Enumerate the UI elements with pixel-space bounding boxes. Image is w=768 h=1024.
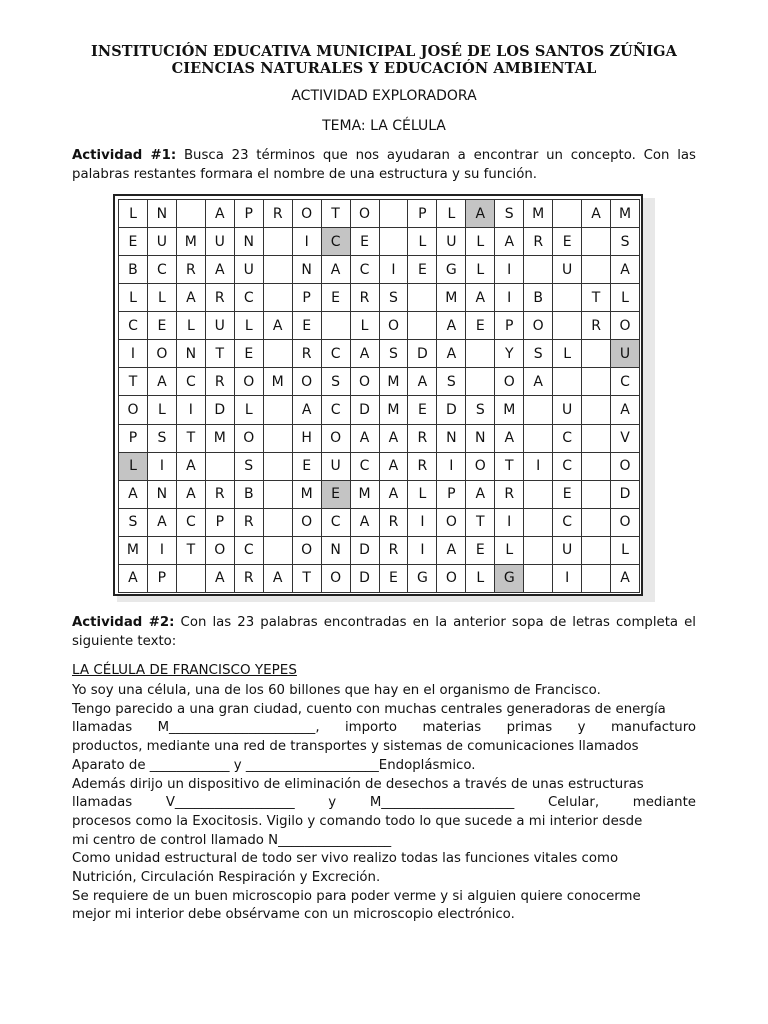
story-line: procesos como la Exocitosis. Vigilo y comando todo lo que sucede a mi interior desde bbox=[72, 813, 643, 829]
grid-cell: M bbox=[293, 481, 322, 509]
grid-cell: O bbox=[437, 565, 466, 593]
grid-cell: L bbox=[177, 312, 206, 340]
grid-cell bbox=[582, 565, 611, 593]
grid-cell bbox=[524, 481, 553, 509]
grid-cell: A bbox=[524, 368, 553, 396]
grid-cell: A bbox=[351, 340, 380, 368]
grid-cell: C bbox=[235, 284, 264, 312]
grid-cell: O bbox=[235, 368, 264, 396]
grid-cell: L bbox=[148, 284, 177, 312]
grid-cell: A bbox=[177, 453, 206, 481]
grid-cell: I bbox=[177, 396, 206, 424]
grid-cell: S bbox=[495, 200, 524, 228]
grid-cell bbox=[177, 565, 206, 593]
grid-cell: T bbox=[119, 368, 148, 396]
grid-cell bbox=[524, 509, 553, 537]
grid-cell bbox=[582, 481, 611, 509]
grid-cell: U bbox=[611, 340, 640, 368]
grid-cell: T bbox=[206, 340, 235, 368]
grid-cell: U bbox=[235, 256, 264, 284]
grid-cell bbox=[582, 368, 611, 396]
grid-cell: L bbox=[466, 228, 495, 256]
grid-cell: O bbox=[466, 453, 495, 481]
grid-cell bbox=[380, 200, 409, 228]
grid-cell: D bbox=[611, 481, 640, 509]
grid-cell: R bbox=[235, 509, 264, 537]
grid-cell: M bbox=[380, 396, 409, 424]
grid-cell: O bbox=[380, 312, 409, 340]
grid-cell: D bbox=[408, 340, 437, 368]
grid-cell: G bbox=[495, 565, 524, 593]
blank-membrane: M____________________ bbox=[369, 795, 515, 811]
grid-cell: D bbox=[206, 396, 235, 424]
subject-name: CIENCIAS NATURALES Y EDUCACIÓN AMBIENTAL bbox=[171, 60, 597, 77]
grid-cell: P bbox=[437, 481, 466, 509]
grid-cell bbox=[264, 228, 293, 256]
grid-cell: O bbox=[524, 312, 553, 340]
grid-cell: E bbox=[553, 228, 582, 256]
grid-cell: A bbox=[611, 396, 640, 424]
grid-cell: S bbox=[380, 340, 409, 368]
grid-cell bbox=[582, 396, 611, 424]
grid-cell: A bbox=[466, 284, 495, 312]
grid-cell: O bbox=[322, 565, 351, 593]
grid-cell: C bbox=[553, 425, 582, 453]
grid-cell: A bbox=[322, 256, 351, 284]
grid-cell bbox=[264, 509, 293, 537]
grid-cell: E bbox=[322, 481, 351, 509]
grid-cell: A bbox=[177, 284, 206, 312]
grid-cell: N bbox=[437, 425, 466, 453]
story-line: mi centro de control llamado N_________________ bbox=[72, 832, 392, 848]
grid-cell bbox=[524, 565, 553, 593]
grid-cell: P bbox=[235, 200, 264, 228]
grid-cell: A bbox=[351, 509, 380, 537]
grid-cell: C bbox=[553, 453, 582, 481]
grid-cell: C bbox=[177, 509, 206, 537]
grid-cell: A bbox=[206, 256, 235, 284]
grid-cell bbox=[264, 481, 293, 509]
grid-cell bbox=[264, 537, 293, 565]
grid-cell: O bbox=[351, 368, 380, 396]
grid-cell: R bbox=[380, 537, 409, 565]
activity-1-label: Actividad #1: bbox=[72, 148, 177, 163]
grid-cell: R bbox=[495, 481, 524, 509]
grid-cell bbox=[264, 396, 293, 424]
grid-cell: E bbox=[466, 537, 495, 565]
theme-title: TEMA: LA CÉLULA bbox=[322, 118, 446, 134]
grid-cell: I bbox=[495, 256, 524, 284]
grid-cell: O bbox=[293, 200, 322, 228]
grid-cell: G bbox=[408, 565, 437, 593]
grid-cell: I bbox=[524, 453, 553, 481]
story-word: manufacturo bbox=[610, 720, 696, 736]
grid-cell bbox=[264, 340, 293, 368]
grid-cell: U bbox=[553, 256, 582, 284]
grid-cell: I bbox=[437, 453, 466, 481]
story-word: Celular, bbox=[547, 795, 600, 811]
grid-cell: L bbox=[235, 312, 264, 340]
grid-cell: U bbox=[206, 228, 235, 256]
activity-1-instructions bbox=[72, 147, 696, 184]
grid-cell: P bbox=[148, 565, 177, 593]
grid-cell: T bbox=[293, 565, 322, 593]
story-line: productos, mediante una red de transportes y sistemas de comunicaciones llamados bbox=[72, 739, 639, 755]
grid-cell: I bbox=[148, 453, 177, 481]
story-line: Como unidad estructural de todo ser vivo realizo todas las funciones vitales como bbox=[72, 851, 619, 867]
grid-cell: E bbox=[408, 396, 437, 424]
grid-cell: L bbox=[119, 284, 148, 312]
grid-cell: S bbox=[235, 453, 264, 481]
grid-shadow-bottom bbox=[117, 596, 655, 602]
story-word: materias bbox=[422, 720, 482, 736]
story-word: mediante bbox=[632, 795, 696, 811]
story-line bbox=[72, 719, 696, 738]
grid-cell: A bbox=[466, 481, 495, 509]
grid-cell: M bbox=[524, 200, 553, 228]
grid-cell: E bbox=[235, 340, 264, 368]
grid-cell: U bbox=[553, 396, 582, 424]
grid-cell: E bbox=[293, 312, 322, 340]
grid-cell: B bbox=[524, 284, 553, 312]
grid-cell: L bbox=[466, 565, 495, 593]
grid-cell: I bbox=[293, 228, 322, 256]
grid-cell bbox=[582, 509, 611, 537]
grid-cell: A bbox=[582, 200, 611, 228]
grid-cell: C bbox=[351, 256, 380, 284]
grid-cell: L bbox=[408, 228, 437, 256]
grid-cell: A bbox=[380, 425, 409, 453]
grid-cell: S bbox=[322, 368, 351, 396]
grid-cell: N bbox=[148, 200, 177, 228]
grid-cell: M bbox=[351, 481, 380, 509]
grid-cell: M bbox=[380, 368, 409, 396]
grid-cell bbox=[264, 256, 293, 284]
story-line: Se requiere de un buen microscopio para poder verme y si alguien quiere conocerme bbox=[72, 888, 641, 904]
grid-cell: U bbox=[322, 453, 351, 481]
grid-cell: C bbox=[351, 453, 380, 481]
grid-cell bbox=[466, 340, 495, 368]
grid-cell: T bbox=[177, 537, 206, 565]
grid-cell: P bbox=[495, 312, 524, 340]
grid-cell: A bbox=[495, 425, 524, 453]
activity-2-label: Actividad #2: bbox=[72, 615, 175, 630]
grid-cell: O bbox=[293, 368, 322, 396]
grid-cell: L bbox=[119, 453, 148, 481]
grid-cell: O bbox=[495, 368, 524, 396]
grid-cell: R bbox=[582, 312, 611, 340]
grid-cell: R bbox=[206, 368, 235, 396]
grid-cell: R bbox=[408, 425, 437, 453]
grid-cell bbox=[264, 284, 293, 312]
grid-cell: E bbox=[322, 284, 351, 312]
activity-2-text: Con las 23 palabras encontradas en la anterior sopa de letras completa el siguiente texto: bbox=[72, 615, 696, 649]
grid-cell bbox=[582, 256, 611, 284]
grid-cell: C bbox=[322, 396, 351, 424]
grid-cell: C bbox=[322, 340, 351, 368]
grid-cell: U bbox=[206, 312, 235, 340]
grid-cell bbox=[582, 228, 611, 256]
grid-cell: S bbox=[466, 396, 495, 424]
grid-cell bbox=[264, 425, 293, 453]
grid-cell bbox=[582, 453, 611, 481]
grid-cell: D bbox=[351, 537, 380, 565]
story-line: Aparato de ____________ y ____________________Endoplásmico. bbox=[72, 757, 476, 773]
grid-cell bbox=[264, 453, 293, 481]
grid-cell: O bbox=[611, 509, 640, 537]
grid-cell: O bbox=[206, 537, 235, 565]
institution-name: INSTITUCIÓN EDUCATIVA MUNICIPAL JOSÉ DE LOS SANTOS ZÚÑIGA bbox=[90, 43, 678, 60]
grid-cell: B bbox=[235, 481, 264, 509]
grid-cell: R bbox=[351, 284, 380, 312]
grid-cell bbox=[177, 200, 206, 228]
grid-cell: M bbox=[206, 425, 235, 453]
grid-cell: N bbox=[322, 537, 351, 565]
grid-cell: O bbox=[293, 537, 322, 565]
grid-cell: A bbox=[495, 228, 524, 256]
grid-cell: U bbox=[553, 537, 582, 565]
grid-cell: R bbox=[293, 340, 322, 368]
grid-cell: C bbox=[177, 368, 206, 396]
blank-mitochondria: M______________________, bbox=[157, 720, 320, 736]
grid-cell: C bbox=[119, 312, 148, 340]
grid-cell: T bbox=[466, 509, 495, 537]
grid-cell: E bbox=[351, 228, 380, 256]
grid-cell: C bbox=[611, 368, 640, 396]
grid-cell: C bbox=[148, 256, 177, 284]
grid-cell: P bbox=[293, 284, 322, 312]
grid-cell: T bbox=[582, 284, 611, 312]
grid-cell bbox=[582, 340, 611, 368]
grid-cell: O bbox=[351, 200, 380, 228]
grid-cell: D bbox=[351, 565, 380, 593]
story-word: llamadas bbox=[72, 720, 133, 736]
grid-cell: O bbox=[437, 509, 466, 537]
grid-cell: O bbox=[235, 425, 264, 453]
grid-cell: A bbox=[380, 481, 409, 509]
grid-cell bbox=[524, 425, 553, 453]
grid-cell: A bbox=[437, 537, 466, 565]
grid-cell: D bbox=[437, 396, 466, 424]
grid-cell: A bbox=[351, 425, 380, 453]
grid-cell: E bbox=[119, 228, 148, 256]
grid-cell: L bbox=[611, 284, 640, 312]
story-line bbox=[72, 794, 696, 813]
grid-cell: M bbox=[177, 228, 206, 256]
story-text bbox=[72, 682, 696, 925]
grid-cell: L bbox=[119, 200, 148, 228]
grid-cell: Y bbox=[495, 340, 524, 368]
grid-cell: L bbox=[148, 396, 177, 424]
grid-cell: O bbox=[322, 425, 351, 453]
grid-cell: M bbox=[264, 368, 293, 396]
grid-cell bbox=[553, 200, 582, 228]
grid-cell: I bbox=[380, 256, 409, 284]
story-word: y bbox=[577, 720, 586, 736]
grid-cell: N bbox=[293, 256, 322, 284]
grid-cell: A bbox=[380, 453, 409, 481]
grid-cell bbox=[582, 425, 611, 453]
grid-cell: R bbox=[235, 565, 264, 593]
grid-cell: M bbox=[119, 537, 148, 565]
activity-2-instructions bbox=[72, 614, 696, 651]
grid-cell bbox=[553, 284, 582, 312]
grid-cell: A bbox=[264, 312, 293, 340]
grid-cell: I bbox=[553, 565, 582, 593]
story-word: importo bbox=[344, 720, 398, 736]
grid-cell bbox=[466, 368, 495, 396]
grid-cell: N bbox=[466, 425, 495, 453]
grid-cell: L bbox=[553, 340, 582, 368]
grid-cell: S bbox=[611, 228, 640, 256]
grid-cell: D bbox=[351, 396, 380, 424]
grid-cell: S bbox=[380, 284, 409, 312]
grid-cell bbox=[524, 256, 553, 284]
grid-cell: S bbox=[524, 340, 553, 368]
grid-cell bbox=[322, 312, 351, 340]
grid-cell: A bbox=[611, 256, 640, 284]
grid-cell: C bbox=[553, 509, 582, 537]
grid-cell: E bbox=[293, 453, 322, 481]
grid-cell: L bbox=[408, 481, 437, 509]
grid-cell bbox=[524, 396, 553, 424]
grid-cell: A bbox=[611, 565, 640, 593]
grid-cell: I bbox=[408, 509, 437, 537]
grid-cell bbox=[553, 312, 582, 340]
activity-title: ACTIVIDAD EXPLORADORA bbox=[291, 88, 477, 104]
grid-cell: R bbox=[206, 284, 235, 312]
story-line: Yo soy una célula, una de los 60 billones que hay en el organismo de Francisco. bbox=[72, 683, 601, 698]
grid-cell bbox=[553, 368, 582, 396]
grid-cell: R bbox=[380, 509, 409, 537]
grid-cell: O bbox=[119, 396, 148, 424]
grid-cell: U bbox=[148, 228, 177, 256]
grid-cell: E bbox=[553, 481, 582, 509]
grid-cell: L bbox=[611, 537, 640, 565]
grid-cell: P bbox=[119, 425, 148, 453]
grid-cell bbox=[380, 228, 409, 256]
grid-cell: L bbox=[495, 537, 524, 565]
grid-cell: A bbox=[437, 312, 466, 340]
grid-cell: E bbox=[408, 256, 437, 284]
grid-cell: R bbox=[264, 200, 293, 228]
grid-cell: L bbox=[351, 312, 380, 340]
grid-cell: S bbox=[148, 425, 177, 453]
grid-cell: A bbox=[293, 396, 322, 424]
word-search-puzzle bbox=[113, 194, 643, 596]
grid-cell: C bbox=[235, 537, 264, 565]
story-line: Además dirijo un dispositivo de eliminación de desechos a través de unas estructuras bbox=[72, 776, 644, 792]
story-line: mejor mi interior debe obsérvame con un microscopio electrónico. bbox=[72, 907, 515, 923]
story-title: LA CÉLULA DE FRANCISCO YEPES bbox=[72, 662, 297, 678]
grid-cell: N bbox=[148, 481, 177, 509]
grid-cell: R bbox=[177, 256, 206, 284]
grid-cell bbox=[524, 537, 553, 565]
grid-cell: A bbox=[177, 481, 206, 509]
story-line: Tengo parecido a una gran ciudad, cuento con muchas centrales generadoras de energía bbox=[72, 701, 666, 717]
grid-shadow-right bbox=[643, 198, 655, 600]
grid-cell bbox=[408, 312, 437, 340]
grid-cell: T bbox=[495, 453, 524, 481]
grid-cell: S bbox=[119, 509, 148, 537]
grid-cell: P bbox=[408, 200, 437, 228]
grid-cell: N bbox=[177, 340, 206, 368]
grid-cell: C bbox=[322, 228, 351, 256]
story-word: llamadas bbox=[72, 795, 133, 811]
grid-cell: E bbox=[466, 312, 495, 340]
grid-cell: H bbox=[293, 425, 322, 453]
grid-cell: M bbox=[611, 200, 640, 228]
grid-cell: P bbox=[206, 509, 235, 537]
activity-1-text: Busca 23 términos que nos ayudaran a encontrar un concepto. Con las palabras restantes formara el nombre de una estructura y su función. bbox=[72, 148, 696, 182]
grid-cell: I bbox=[119, 340, 148, 368]
grid-cell: T bbox=[177, 425, 206, 453]
grid-cell: M bbox=[437, 284, 466, 312]
grid-cell: O bbox=[293, 509, 322, 537]
grid-cell: E bbox=[148, 312, 177, 340]
grid-cell: V bbox=[611, 425, 640, 453]
grid-cell: L bbox=[466, 256, 495, 284]
grid-cell: I bbox=[148, 537, 177, 565]
grid-cell: A bbox=[408, 368, 437, 396]
grid-cell: R bbox=[206, 481, 235, 509]
grid-cell: S bbox=[437, 368, 466, 396]
grid-cell: I bbox=[495, 509, 524, 537]
grid-cell: E bbox=[380, 565, 409, 593]
story-word: primas bbox=[506, 720, 553, 736]
grid-cell: C bbox=[322, 509, 351, 537]
grid-cell: T bbox=[322, 200, 351, 228]
grid-cell: L bbox=[235, 396, 264, 424]
word-search-grid bbox=[118, 199, 640, 593]
grid-cell: A bbox=[264, 565, 293, 593]
story-line: Nutrición, Circulación Respiración y Excreción. bbox=[72, 870, 381, 886]
blank-vacuoles: V__________________ bbox=[165, 795, 295, 811]
grid-cell: A bbox=[119, 565, 148, 593]
grid-cell bbox=[408, 284, 437, 312]
grid-cell: L bbox=[437, 200, 466, 228]
grid-cell: O bbox=[611, 312, 640, 340]
grid-cell: B bbox=[119, 256, 148, 284]
grid-cell: I bbox=[495, 284, 524, 312]
grid-cell: A bbox=[119, 481, 148, 509]
grid-cell: A bbox=[148, 368, 177, 396]
grid-cell bbox=[582, 537, 611, 565]
grid-cell: A bbox=[466, 200, 495, 228]
grid-cell: A bbox=[437, 340, 466, 368]
grid-cell: N bbox=[235, 228, 264, 256]
grid-cell: U bbox=[437, 228, 466, 256]
grid-cell: R bbox=[524, 228, 553, 256]
grid-cell: A bbox=[206, 200, 235, 228]
grid-cell: M bbox=[495, 396, 524, 424]
story-word: y bbox=[328, 795, 337, 811]
grid-cell: G bbox=[437, 256, 466, 284]
grid-cell bbox=[206, 453, 235, 481]
grid-cell: R bbox=[408, 453, 437, 481]
grid-cell: A bbox=[206, 565, 235, 593]
grid-cell: A bbox=[148, 509, 177, 537]
grid-cell: O bbox=[611, 453, 640, 481]
grid-cell: I bbox=[408, 537, 437, 565]
grid-cell: O bbox=[148, 340, 177, 368]
